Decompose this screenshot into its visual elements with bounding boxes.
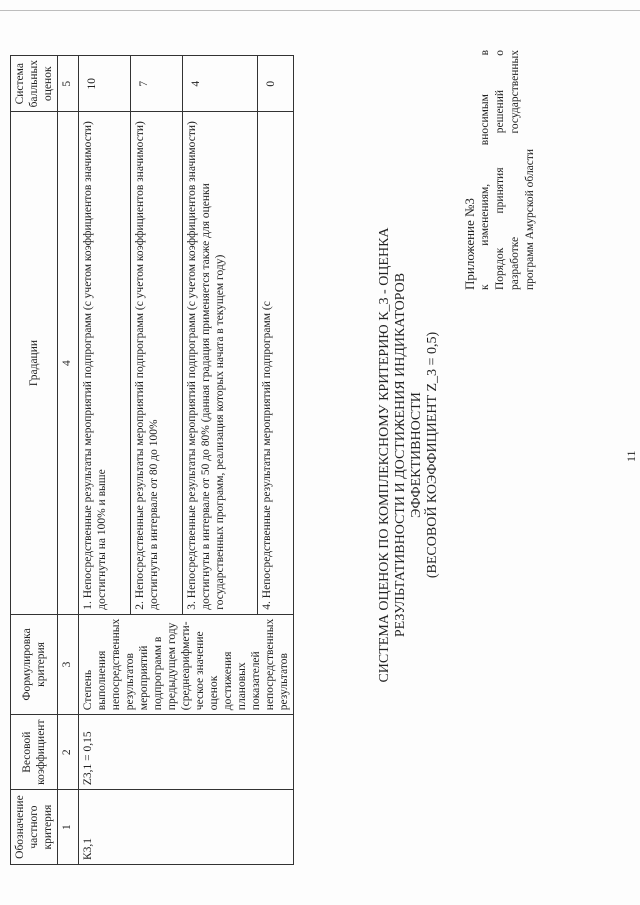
appendix-title: Приложение №3: [462, 198, 477, 290]
gradation-text: 2. Непосредственные результаты мероприятий подпрограмм (с учетом коэффициентов значимости) достигнуты в интервале от 80 до 100%: [131, 112, 183, 614]
column-number: 1: [58, 790, 79, 865]
gradation-score: 10: [79, 56, 131, 112]
criterion-text: Степень выполнения непосредственных результатов мероприятий подпрограмм в предыдущем году (среднеарифмети-ческое значение оценок достижения плановых показателей непосредственных результатов: [79, 614, 294, 715]
column-number: 4: [58, 112, 79, 614]
table-header-row: [11, 56, 58, 865]
gradation-text: 4. Непосредственные результаты мероприятий подпрограмм (с: [257, 112, 293, 614]
column-number: 3: [58, 614, 79, 715]
gradation-score: 4: [183, 56, 257, 112]
document-title: [377, 215, 441, 695]
weight-coefficient: Z3,1 = 0,15: [79, 715, 294, 790]
table-row: [79, 56, 131, 865]
gradation-score: 0: [257, 56, 293, 112]
title-line: ЭФФЕКТИВНОСТИ: [409, 392, 424, 518]
gradation-score: 7: [131, 56, 183, 112]
gradation-text: 3. Непосредственные результаты мероприятий подпрограмм (с учетом коэффициентов значимости) достигнуты в интервале от 50 до 80% (данная градация применяется также для оценки государственных программ, реализация которых начата в текущем году): [183, 112, 257, 614]
appendix-line: программ Амурской области: [524, 148, 536, 290]
column-number: 2: [58, 715, 79, 790]
header-scores: Система балльных оценок: [11, 56, 58, 112]
header-weight: Весовой коэффициент: [11, 715, 58, 790]
title-line: РЕЗУЛЬТАТИВНОСТИ И ДОСТИЖЕНИЯ ИНДИКАТОРОВ: [393, 272, 408, 638]
appendix-line: разработке государственных: [509, 50, 521, 290]
gradation-text: 1. Непосредственные результаты мероприятий подпрограмм (с учетом коэффициентов значимости) достигнуты на 100% и выше: [79, 112, 131, 614]
header-criterion: Формулировка критерия: [11, 614, 58, 715]
title-line: СИСТЕМА ОЦЕНОК ПО КОМПЛЕКСНОМУ КРИТЕРИЮ К_3 - ОЦЕНКА: [377, 227, 392, 683]
appendix-line: Порядок принятия решений о: [494, 50, 506, 290]
table-number-row: [58, 56, 79, 865]
appendix-line: к изменениям, вносимым в: [479, 50, 491, 290]
criteria-table: [10, 55, 294, 865]
header-code: Обозначение частного критерия: [11, 790, 58, 865]
appendix-block: [462, 50, 538, 290]
page-number: 11: [624, 450, 638, 462]
criterion-code: К3,1: [79, 790, 294, 865]
title-line: (ВЕСОВОЙ КОЭФФИЦИЕНТ Z_3 = 0,5): [425, 331, 440, 579]
header-gradations: Градации: [11, 112, 58, 614]
column-number: 5: [58, 56, 79, 112]
